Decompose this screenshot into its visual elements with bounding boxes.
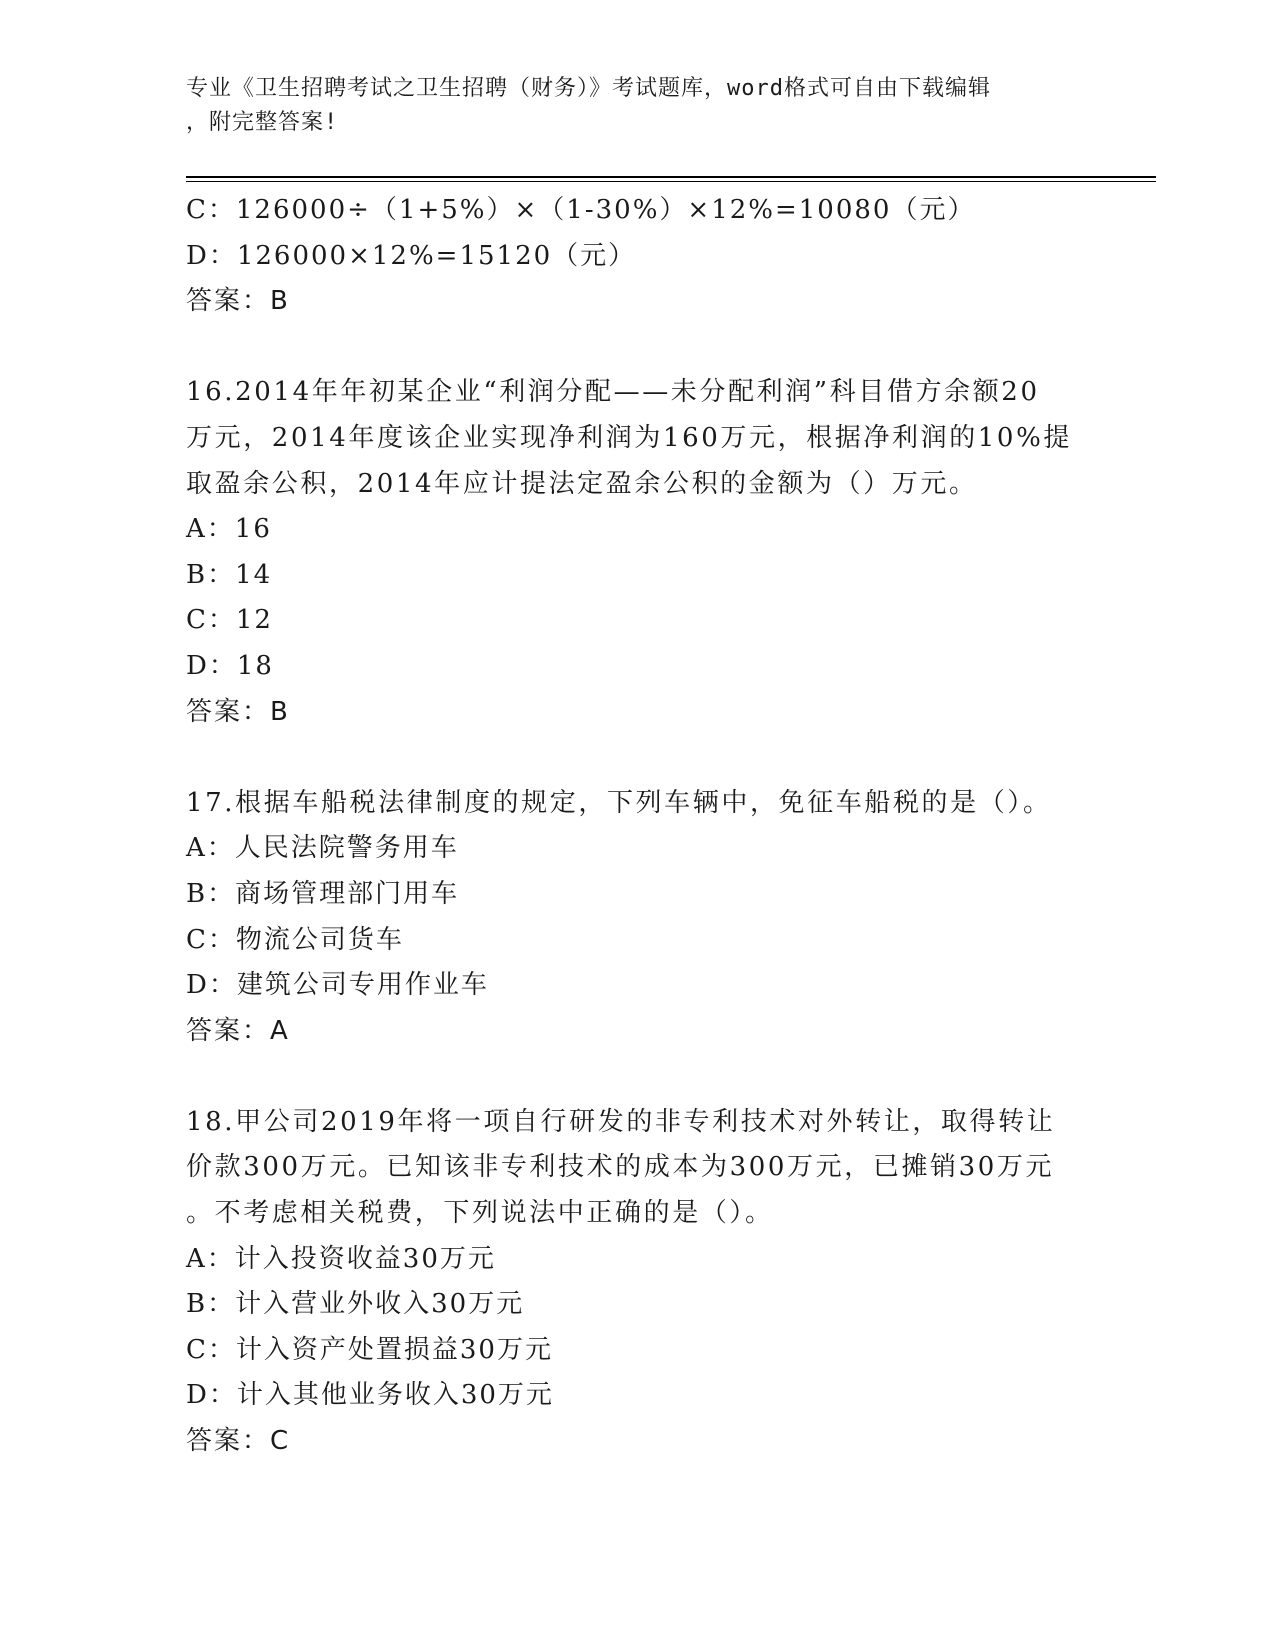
question-18-answer: 答案：C [186, 1426, 291, 1457]
question-16-line-3: 取盈余公积，2014年应计提法定盈余公积的金额为（）万元。 [186, 468, 978, 499]
question-18-option-a: A：计入投资收益30万元 [186, 1243, 496, 1274]
question-17-option-d: D：建筑公司专用作业车 [186, 970, 489, 1001]
header-line-2: ，附完整答案! [186, 110, 339, 135]
question-16-line-2: 万元，2014年度该企业实现净利润为160万元，根据净利润的10%提 [186, 422, 1072, 453]
question-17-option-a: A：人民法院警务用车 [186, 833, 459, 864]
question-18-option-d: D：计入其他业务收入30万元 [186, 1380, 554, 1411]
question-18-option-b: B：计入营业外收入30万元 [186, 1289, 525, 1320]
document-header [186, 72, 1066, 140]
question-16-option-c: C：12 [186, 605, 273, 636]
question-17 [186, 781, 1086, 1055]
question-content [186, 188, 1086, 1465]
header-line-1: 专业《卫生招聘考试之卫生招聘（财务）》考试题库，word格式可自由下载编辑 [186, 76, 991, 101]
question-16-option-a: A：16 [186, 514, 272, 545]
question-16 [186, 370, 1086, 735]
header-divider-thick [186, 176, 1156, 178]
question-17-option-c: C：物流公司货车 [186, 924, 404, 955]
question-17-line-1: 17.根据车船税法律制度的规定，下列车辆中，免征车船税的是（）。 [186, 787, 1052, 818]
question-16-option-d: D：18 [186, 650, 274, 681]
question-18-line-3: 。不考虑相关税费，下列说法中正确的是（）。 [186, 1198, 774, 1229]
prev-answer: 答案：B [186, 286, 290, 317]
question-17-answer: 答案：A [186, 1015, 290, 1046]
question-18-line-2: 价款300万元。已知该非专利技术的成本为300万元，已摊销30万元 [186, 1152, 1055, 1183]
prev-option-c: C：126000÷（1+5%）×（1-30%）×12%=10080（元） [186, 195, 976, 225]
question-18-option-c: C：计入资产处置损益30万元 [186, 1334, 553, 1365]
question-17-option-b: B：商场管理部门用车 [186, 878, 460, 909]
question-18 [186, 1100, 1086, 1465]
question-16-line-1: 16.2014年年初某企业“利润分配——未分配利润”科目借方余额20 [186, 377, 1040, 408]
prev-option-d: D：126000×12%=15120（元） [186, 240, 637, 271]
question-16-answer: 答案：B [186, 696, 290, 727]
question-18-line-1: 18.甲公司2019年将一项自行研发的非专利技术对外转让，取得转让 [186, 1106, 1056, 1137]
header-divider-thin [186, 181, 1156, 182]
question-16-option-b: B：14 [186, 559, 273, 590]
